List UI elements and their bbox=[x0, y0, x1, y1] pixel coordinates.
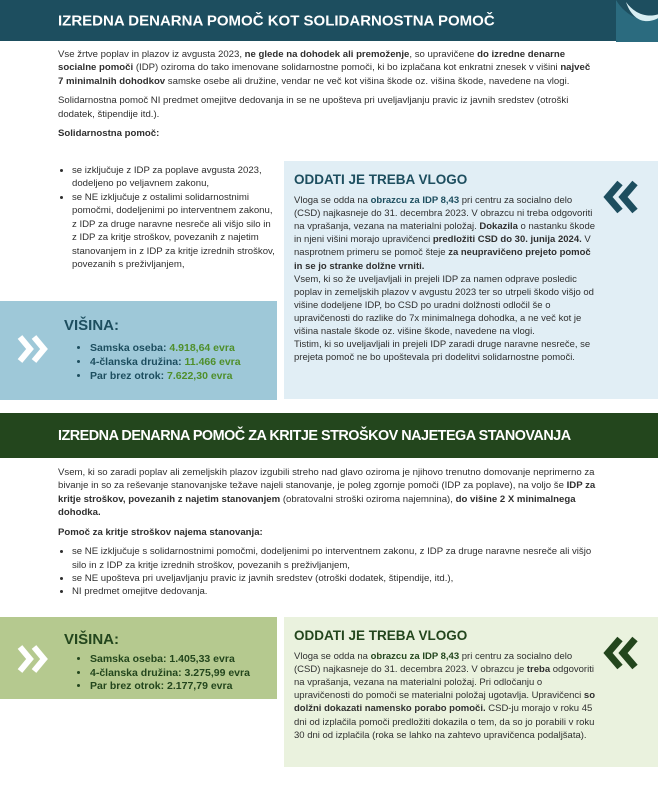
section1-vloga-text bbox=[294, 194, 596, 364]
list-item: • Samska oseba: 1.405,33 evra bbox=[90, 653, 250, 667]
double-chevron-right-icon bbox=[16, 333, 50, 365]
section2-header bbox=[0, 413, 658, 458]
section2-visina-title: VIŠINA: bbox=[64, 631, 120, 648]
list-item: • Par brez otrok: 2.177,79 evra bbox=[90, 680, 250, 694]
list-item: • NI predmet omejitve dedovanja. bbox=[72, 585, 596, 598]
section1-vloga-paragraph-3: Tistim, ki so uveljavljali in prejeli IDP zaradi druge naravne nesreče, se prejeta pomoč ne bo upoštevala pri dodelitvi solidarnostne pomoči. bbox=[294, 339, 591, 364]
section2-vloga-text bbox=[294, 650, 596, 742]
section2-vloga-box bbox=[284, 617, 658, 767]
list-item: • se NE upošteva pri uveljavljanju pravic iz javnih sredstev (otroški dodatek, štipendije, itd.), bbox=[72, 572, 596, 585]
section2-intro bbox=[58, 466, 596, 599]
section2-visina-list bbox=[76, 653, 250, 694]
double-chevron-left-icon bbox=[602, 179, 640, 215]
section1-inheritance-paragraph: Solidarnostna pomoč NI predmet omejitve dedovanja in se ne upošteva pri uveljavljanju pravic iz javnih sredstev (otroški dodatek, štipendije itd.). bbox=[58, 95, 569, 120]
section1-intro bbox=[58, 48, 596, 147]
section2-visina-box bbox=[0, 617, 277, 699]
section1-intro-paragraph: Vse žrtve poplav in plazov iz avgusta 2023, ne glede na dohodek ali premoženje, so upravičene do izredne denarne socialne pomoči (IDP) oziroma do tako imenovane solidarnostne pomoči, ki bo izplačana kot enkratni znesek v višini največ 7 minimalnih dohodkov samske osebe ali družine, vendar ne več kot višina škode oz. višina škode, navedene na vlogi. bbox=[58, 49, 591, 87]
list-item: • se NE izključuje s solidarnostnimi pomočmi, dodeljenimi po interventnem zakonu, z IDP za druge naravne nesreče ali višjo silo in z IDP za kritje izrednih stroškov, povezanih s preživljanjem, bbox=[72, 545, 596, 572]
section1-visina-box bbox=[0, 301, 277, 400]
section2-vloga-title: ODDATI JE TREBA VLOGO bbox=[294, 628, 468, 643]
section1-vloga-box bbox=[284, 161, 658, 399]
section1-vloga-paragraph-1: Vloga se odda na obrazcu za IDP 8,43 pri centru za socialno delo (CSD) najkasneje do 31. decembra 2023. V obrazcu ni treba odgovoriti na vprašanja, vezana na materialni položaj. Dokazila o nastanku škode in njeni višini morajo upravičenci predložiti CSD do 30. junija 2024. V nasprotnem primeru se pomoč šteje za neupravičeno prejeto pomoč in se jo stranke dolžne vrniti. bbox=[294, 195, 596, 272]
list-item: • 4-članska družina: 11.466 evra bbox=[90, 355, 241, 369]
section1-visina-title: VIŠINA: bbox=[64, 317, 120, 334]
section2-title: IZREDNA DENARNA POMOČ ZA KRITJE STROŠKOV NAJETEGA STANOVANJA bbox=[58, 427, 571, 444]
section2-list bbox=[58, 545, 596, 599]
list-item: • Par brez otrok: 7.622,30 evra bbox=[90, 369, 241, 383]
section1-vloga-paragraph-2: Vsem, ki so že uveljavljali in prejeli IDP za namen odprave posledic poplav in zemeljskih plazov v avgustu 2023 ter so utrpeli škodo višjo od višine dodeljene IDP, bo CSD po uradni dolžnosti odločil še o upravičenosti do razlike do 7x minimalnega dohodka, a ne več kot je višina nastale škode oz. višine škode, navedene na vlogi. bbox=[294, 273, 594, 338]
section2-vloga-paragraph-1: Vloga se odda na obrazcu za IDP 8,43 pri centru za socialno delo (CSD) najkasneje do 31. decembra 2023. V obrazcu je treba odgovoriti na vprašanja, vezana na materialni položaj. Pri odločanju o upravičenosti do pomoči se materialni položaj ugotavlja. Upravičenci so dolžni dokazati namensko porabo pomoči. CSD-ju morajo v roku 45 dni od izplačila pomoči predložiti dokazila o tem, da so jo porabili v roku 30 dni od izplačila (roka se lahko na zahtevo upravičenca podaljšata). bbox=[294, 651, 595, 741]
double-chevron-right-icon bbox=[16, 643, 50, 675]
list-item: • se NE izključuje z ostalimi solidarnostnimi pomočmi, dodeljenimi po interventnem zakonu, z IDP za druge naravne nesreče ali višjo silo in z IDP za kritje stroškov, povezanih z najetim stanovanjem in z IDP za kritje izrednih stroškov, povezanih s preživljanjem, bbox=[72, 191, 278, 272]
wave-decoration-icon bbox=[606, 0, 658, 42]
list-item: • Samska oseba: 4.918,64 evra bbox=[90, 341, 241, 355]
list-item: • 4-članska družina: 3.275,99 evra bbox=[90, 667, 250, 681]
section1-list bbox=[58, 164, 278, 271]
section1-list-label: Solidarnostna pomoč: bbox=[58, 128, 160, 140]
double-chevron-left-icon bbox=[602, 635, 640, 671]
section1-header bbox=[0, 0, 658, 41]
section2-intro-paragraph: Vsem, ki so zaradi poplav ali zemeljskih plazov izgubili streho nad glavo oziroma je njihovo trenutno domovanje neprimerno za bivanje in so za reševanje stanovanjske težave najeli stanovanje, je poleg zgornje pomoči (IDP za poplave), na voljo še IDP za kritje stroškov, povezanih z najetim stanovanjem (obratovalni stroški oziroma najemnina), do višine 2 X minimalnega dohodka. bbox=[58, 467, 596, 519]
list-item: • se izključuje z IDP za poplave avgusta 2023, dodeljeno po veljavnem zakonu, bbox=[72, 164, 278, 191]
section1-vloga-title: ODDATI JE TREBA VLOGO bbox=[294, 172, 468, 187]
section1-title: IZREDNA DENARNA POMOČ KOT SOLIDARNOSTNA POMOČ bbox=[58, 12, 495, 29]
section2-list-label: Pomoč za kritje stroškov najema stanovanja: bbox=[58, 526, 263, 538]
section1-visina-list bbox=[76, 341, 241, 384]
